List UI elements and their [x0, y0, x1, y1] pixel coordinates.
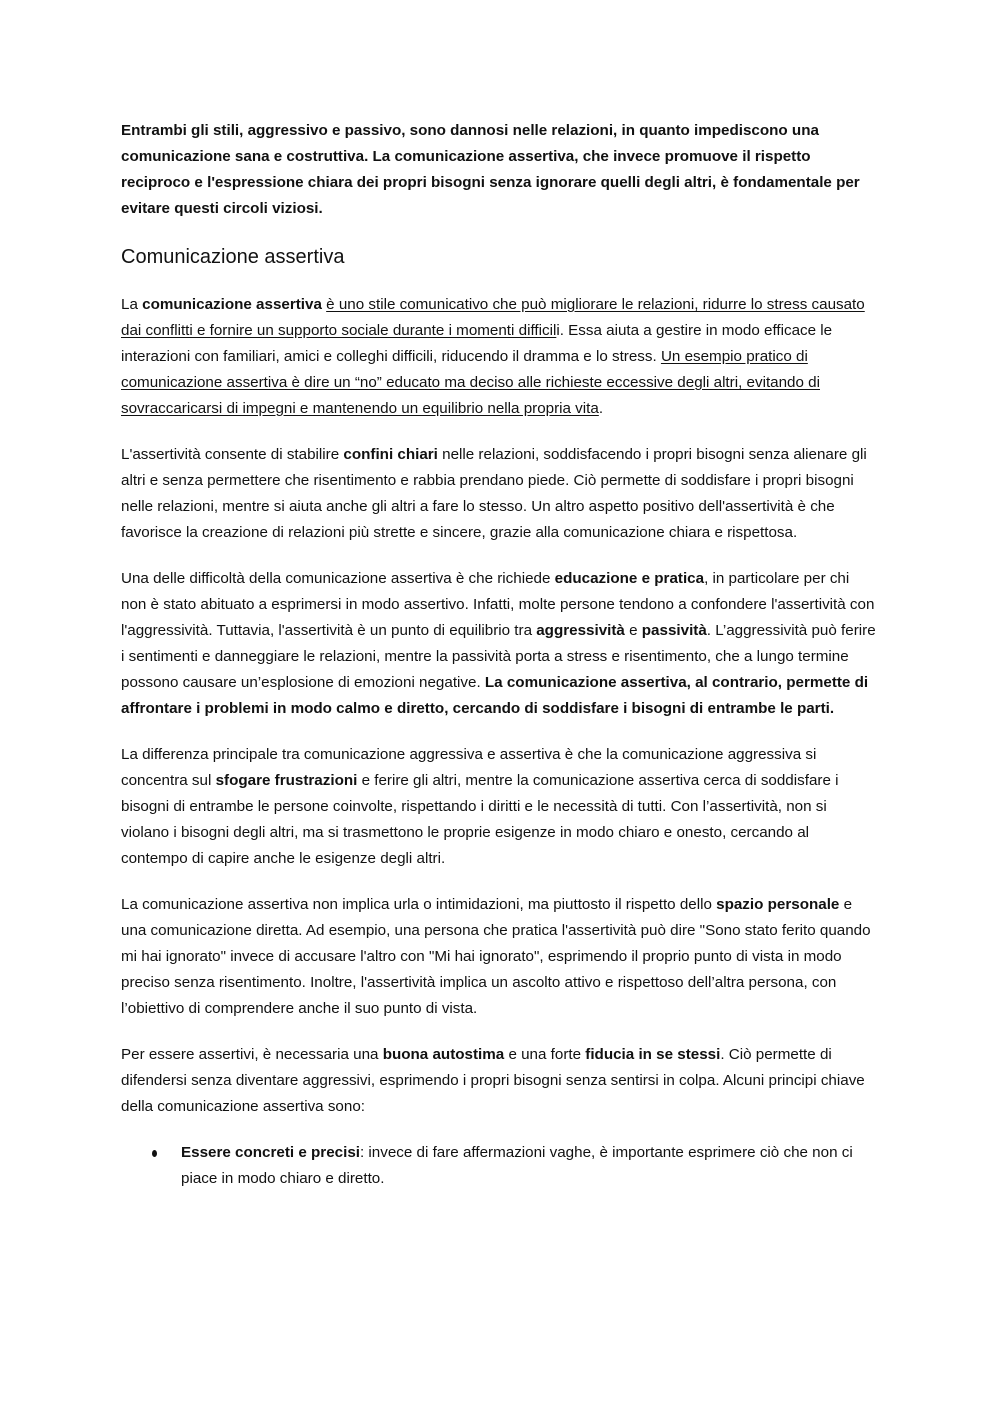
text-span: La differenza principale tra comunicazione aggressiva e assertiva è che la comunicazione aggressiva si concentra sul — [121, 746, 817, 789]
bold-text: La comunicazione assertiva, al contrario, permette di affrontare i problemi in modo calmo e diretto, cercando di soddisfare i bisogni di entrambe le parti. — [121, 674, 869, 717]
bold-text: spazio personale — [716, 896, 840, 913]
bold-text: educazione e pratica — [554, 570, 705, 587]
text-span: La — [121, 296, 143, 313]
bold-text: Essere concreti e precisi — [181, 1144, 360, 1161]
text-span: . — [598, 400, 604, 417]
paragraph-self-esteem — [121, 1042, 877, 1120]
text-span: nelle relazioni, soddisfacendo i propri bisogni senza alienare gli altri e senza permettere che risentimento e rabbia prendano piede. Ciò permette di soddisfare i propri bisogni nelle relazioni, mentre si aiuta anche gli altri a fare lo stesso. Un altro aspetto positivo dell'assertività è che favorisce la creazione di relazioni più strette e sincere, grazie alla comunicazione chiara e rispettosa. — [121, 446, 867, 541]
text-span: La comunicazione assertiva non implica urla o intimidazioni, ma piuttosto il rispetto dello — [121, 896, 717, 913]
bold-text: aggressività — [536, 622, 625, 639]
text-span: . L’aggressività può ferire i sentimenti e danneggiare le relazioni, mentre la passività porta a stress e risentimento, che a lungo termine possono causare un’esplosione di emozioni negative. — [121, 622, 876, 691]
text-span: Per essere assertivi, è necessaria una — [121, 1046, 383, 1063]
text-span: e — [624, 622, 642, 639]
principles-list — [121, 1140, 877, 1192]
paragraph-boundaries — [121, 442, 877, 546]
bold-text: comunicazione assertiva — [142, 296, 322, 313]
bold-text: Entrambi gli stili, aggressivo e passivo, sono dannosi nelle relazioni, in quanto impediscono una comunicazione sana e costruttiva. La comunicazione assertiva, che invece promuove il rispetto reciproco e l'espressione chiara dei propri bisogni senza ignorare quelli degli altri, è fondamentale per evitare questi circoli viziosi. — [121, 122, 860, 217]
bold-text: confini chiari — [343, 446, 438, 463]
text-span: e una forte — [504, 1046, 586, 1063]
text-span: L'assertività consente di stabilire — [121, 446, 344, 463]
paragraph-differences — [121, 742, 877, 872]
text-span: i. Essa aiuta a gestire in modo efficace le interazioni con familiari, amici e colleghi difficili, riducendo il dramma e lo stress. — [121, 322, 833, 365]
bold-text: fiducia in se stessi — [585, 1046, 721, 1063]
paragraph-definition — [121, 292, 877, 422]
document-page — [121, 118, 877, 1192]
bold-text: passività — [641, 622, 707, 639]
paragraph-personal-space — [121, 892, 877, 1022]
text-span: . Ciò permette di difendersi senza diventare aggressivi, esprimendo i propri bisogni senza sentirsi in colpa. Alcuni principi chiave della comunicazione assertiva sono: — [121, 1046, 865, 1115]
underlined-text: è uno stile comunicativo che può migliorare le relazioni, ridurre lo stress causato dai conflitti e fornire un supporto sociale durante i momenti difficil — [121, 296, 865, 339]
section-heading: Comunicazione assertiva — [121, 246, 345, 268]
text-span: , in particolare per chi non è stato abituato a esprimersi in modo assertivo. Infatti, molte persone tendono a confondere l'assertività con l'aggressività. Tuttavia, l'assertività è un punto di equilibrio tra — [121, 570, 875, 639]
underlined-text: Un esempio pratico di comunicazione assertiva è dire un “no” educato ma deciso alle richieste eccessive degli altri, evitando di sovraccaricarsi di impegni e mantenendo un equilibrio nella propria vita — [121, 348, 820, 417]
list-item — [181, 1140, 877, 1192]
text-span: Una delle difficoltà della comunicazione assertiva è che richiede — [121, 570, 555, 587]
paragraph-intro — [121, 118, 877, 222]
text-span: : invece di fare affermazioni vaghe, è importante esprimere ciò che non ci piace in modo chiaro e diretto. — [181, 1144, 853, 1187]
text-span: e ferire gli altri, mentre la comunicazione assertiva cerca di soddisfare i bisogni di entrambe le persone coinvolte, rispettando i diritti e le necessità di tutti. Con l’assertività, non si violano i bisogni degli altri, ma si trasmettono le proprie esigenze in modo chiaro e onesto, cercando al contempo di capire anche le esigenze degli altri. — [121, 772, 839, 867]
bold-text: buona autostima — [382, 1046, 505, 1063]
paragraph-difficulties — [121, 566, 877, 722]
bold-text: sfogare frustrazioni — [215, 772, 358, 789]
text-span: e una comunicazione diretta. Ad esempio, una persona che pratica l'assertività può dire "Sono stato ferito quando mi hai ignorato" invece di accusare l'altro con "Mi hai ignorato", esprimendo il proprio punto di vista in modo preciso senza risentimento. Inoltre, l'assertività implica un ascolto attivo e rispettoso dell’altra persona, con l’obiettivo di comprendere anche il suo punto di vista. — [121, 896, 871, 1017]
